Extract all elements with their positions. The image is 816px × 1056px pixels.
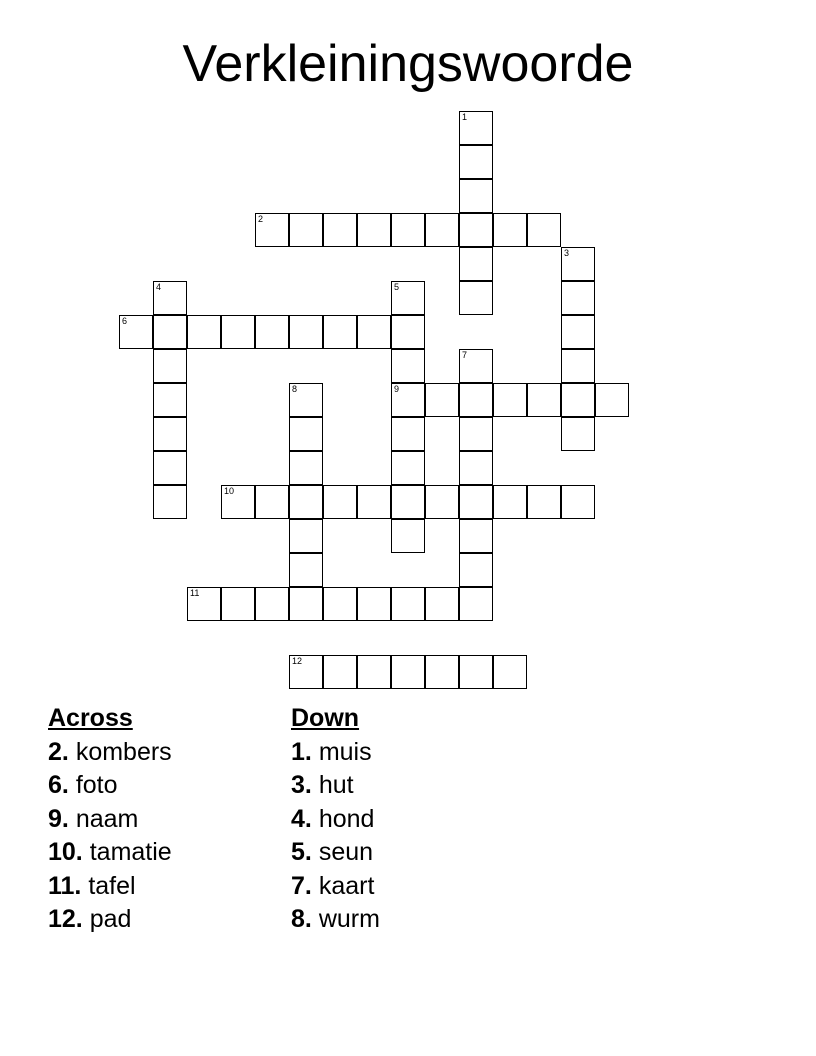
clue-number: 12. — [48, 905, 83, 933]
grid-cell[interactable] — [493, 213, 527, 247]
grid-cell[interactable] — [221, 587, 255, 621]
grid-cell[interactable] — [595, 383, 629, 417]
clue-text: hond — [318, 804, 375, 833]
clue-number: 11. — [48, 871, 82, 900]
clue-text: wurm — [318, 905, 380, 933]
cell-number: 1 — [462, 112, 468, 122]
grid-cell[interactable] — [255, 587, 289, 621]
grid-cell[interactable] — [561, 417, 595, 451]
down-clue — [291, 736, 380, 770]
clue-text: seun — [318, 838, 374, 866]
grid-cell[interactable] — [561, 485, 595, 519]
grid-cell[interactable] — [561, 315, 595, 349]
clue-number: 2. — [48, 737, 69, 766]
puzzle-title: Verkleiningswoorde — [182, 35, 634, 93]
clue-number: 10. — [48, 838, 83, 866]
grid-cell[interactable] — [459, 655, 493, 689]
across-clue — [48, 903, 172, 937]
grid-cell[interactable] — [459, 179, 493, 213]
clue-number: 3. — [291, 771, 312, 799]
grid-cell[interactable] — [459, 553, 493, 587]
grid-cell[interactable] — [255, 213, 289, 247]
grid-cell[interactable] — [153, 451, 187, 485]
clue-number: 1. — [291, 737, 312, 766]
grid-cell[interactable] — [459, 349, 493, 383]
grid-cell[interactable] — [561, 383, 595, 417]
grid-cell[interactable] — [561, 247, 595, 281]
grid-cell[interactable] — [187, 587, 221, 621]
grid-cell[interactable] — [493, 485, 527, 519]
grid-cell[interactable] — [459, 111, 493, 145]
grid-cell[interactable] — [289, 417, 323, 451]
down-heading: Down — [291, 704, 360, 732]
clue-number: 6. — [48, 771, 69, 799]
grid-cell[interactable] — [323, 587, 357, 621]
grid-cell[interactable] — [119, 315, 153, 349]
grid-cell[interactable] — [289, 213, 323, 247]
down-clue — [291, 769, 380, 803]
cell-number: 5 — [394, 282, 400, 292]
cell-number: 3 — [564, 248, 570, 258]
cell-number: 10 — [224, 486, 235, 496]
grid-cell[interactable] — [221, 485, 255, 519]
clue-number: 8. — [291, 905, 312, 933]
grid-cell[interactable] — [391, 485, 425, 519]
grid-cell[interactable] — [425, 213, 459, 247]
clue-number: 5. — [291, 838, 312, 866]
grid-cell[interactable] — [391, 451, 425, 485]
grid-cell[interactable] — [153, 485, 187, 519]
grid-cell[interactable] — [527, 383, 561, 417]
across-clue — [48, 870, 172, 904]
grid-cell[interactable] — [527, 213, 561, 247]
cell-number: 12 — [292, 656, 303, 666]
clue-text: hut — [318, 771, 354, 799]
grid-cell[interactable] — [459, 451, 493, 485]
grid-cell[interactable] — [425, 655, 459, 689]
across-clue — [48, 836, 172, 870]
grid-cell[interactable] — [289, 383, 323, 417]
down-clue — [291, 836, 380, 870]
cell-number: 2 — [258, 214, 264, 224]
cell-number: 8 — [292, 384, 298, 394]
down-clue — [291, 903, 380, 937]
across-clue — [48, 736, 172, 770]
grid-cell[interactable] — [289, 553, 323, 587]
grid-cell[interactable] — [391, 519, 425, 553]
grid-cell[interactable] — [357, 315, 391, 349]
clue-text: foto — [75, 771, 118, 799]
grid-cell[interactable] — [391, 315, 425, 349]
grid-cell[interactable] — [425, 383, 459, 417]
clue-text: kaart — [318, 871, 375, 900]
grid-cell[interactable] — [459, 587, 493, 621]
grid-cell[interactable] — [391, 383, 425, 417]
grid-cell[interactable] — [289, 587, 323, 621]
down-clue — [291, 870, 380, 904]
grid-cell[interactable] — [255, 485, 289, 519]
clue-text: pad — [89, 905, 132, 933]
grid-cell[interactable] — [459, 213, 493, 247]
grid-cell[interactable] — [357, 485, 391, 519]
clue-text: naam — [75, 804, 139, 833]
grid-cell[interactable] — [459, 519, 493, 553]
grid-cell[interactable] — [289, 519, 323, 553]
grid-cell[interactable] — [323, 655, 357, 689]
cell-number: 11 — [190, 588, 200, 598]
clue-text: tafel — [88, 871, 136, 900]
grid-cell[interactable] — [459, 485, 493, 519]
grid-cell[interactable] — [391, 349, 425, 383]
grid-cell[interactable] — [289, 485, 323, 519]
grid-cell[interactable] — [323, 485, 357, 519]
grid-cell[interactable] — [153, 315, 187, 349]
clue-number: 4. — [291, 804, 312, 833]
grid-cell[interactable] — [187, 315, 221, 349]
grid-cell[interactable] — [255, 315, 289, 349]
grid-cell[interactable] — [459, 383, 493, 417]
grid-cell[interactable] — [391, 213, 425, 247]
grid-cell[interactable] — [323, 315, 357, 349]
grid-cell[interactable] — [153, 383, 187, 417]
grid-cell[interactable] — [425, 587, 459, 621]
across-clue — [48, 803, 172, 837]
cell-number: 4 — [156, 282, 162, 292]
grid-cell[interactable] — [153, 349, 187, 383]
grid-cell[interactable] — [391, 417, 425, 451]
grid-cell[interactable] — [357, 655, 391, 689]
clue-text: tamatie — [89, 838, 172, 866]
cell-number: 6 — [122, 316, 128, 326]
grid-cell[interactable] — [527, 485, 561, 519]
grid-cell[interactable] — [153, 281, 187, 315]
grid-cell[interactable] — [391, 655, 425, 689]
grid-cell[interactable] — [357, 587, 391, 621]
grid-cell[interactable] — [459, 145, 493, 179]
cell-number: 7 — [462, 350, 468, 360]
grid-cell[interactable] — [459, 281, 493, 315]
grid-cell[interactable] — [391, 587, 425, 621]
grid-cell[interactable] — [391, 281, 425, 315]
across-heading: Across — [48, 704, 133, 732]
grid-cell[interactable] — [561, 281, 595, 315]
clue-number: 9. — [48, 804, 69, 833]
across-clues — [48, 702, 172, 937]
grid-cell[interactable] — [153, 417, 187, 451]
grid-cell[interactable] — [323, 213, 357, 247]
grid-cell[interactable] — [357, 213, 391, 247]
grid-cell[interactable] — [561, 349, 595, 383]
grid-cell[interactable] — [289, 655, 323, 689]
grid-cell[interactable] — [425, 485, 459, 519]
grid-cell[interactable] — [459, 247, 493, 281]
clue-text: muis — [318, 737, 372, 766]
across-clue — [48, 769, 172, 803]
clue-text: kombers — [75, 737, 172, 766]
grid-cell[interactable] — [493, 383, 527, 417]
grid-cell[interactable] — [493, 655, 527, 689]
grid-cell[interactable] — [289, 451, 323, 485]
grid-cell[interactable] — [289, 315, 323, 349]
down-clues — [291, 702, 380, 937]
grid-cell[interactable] — [221, 315, 255, 349]
grid-cell[interactable] — [459, 417, 493, 451]
clue-number: 7. — [291, 871, 312, 900]
down-clue — [291, 803, 380, 837]
cell-number: 9 — [394, 384, 400, 394]
